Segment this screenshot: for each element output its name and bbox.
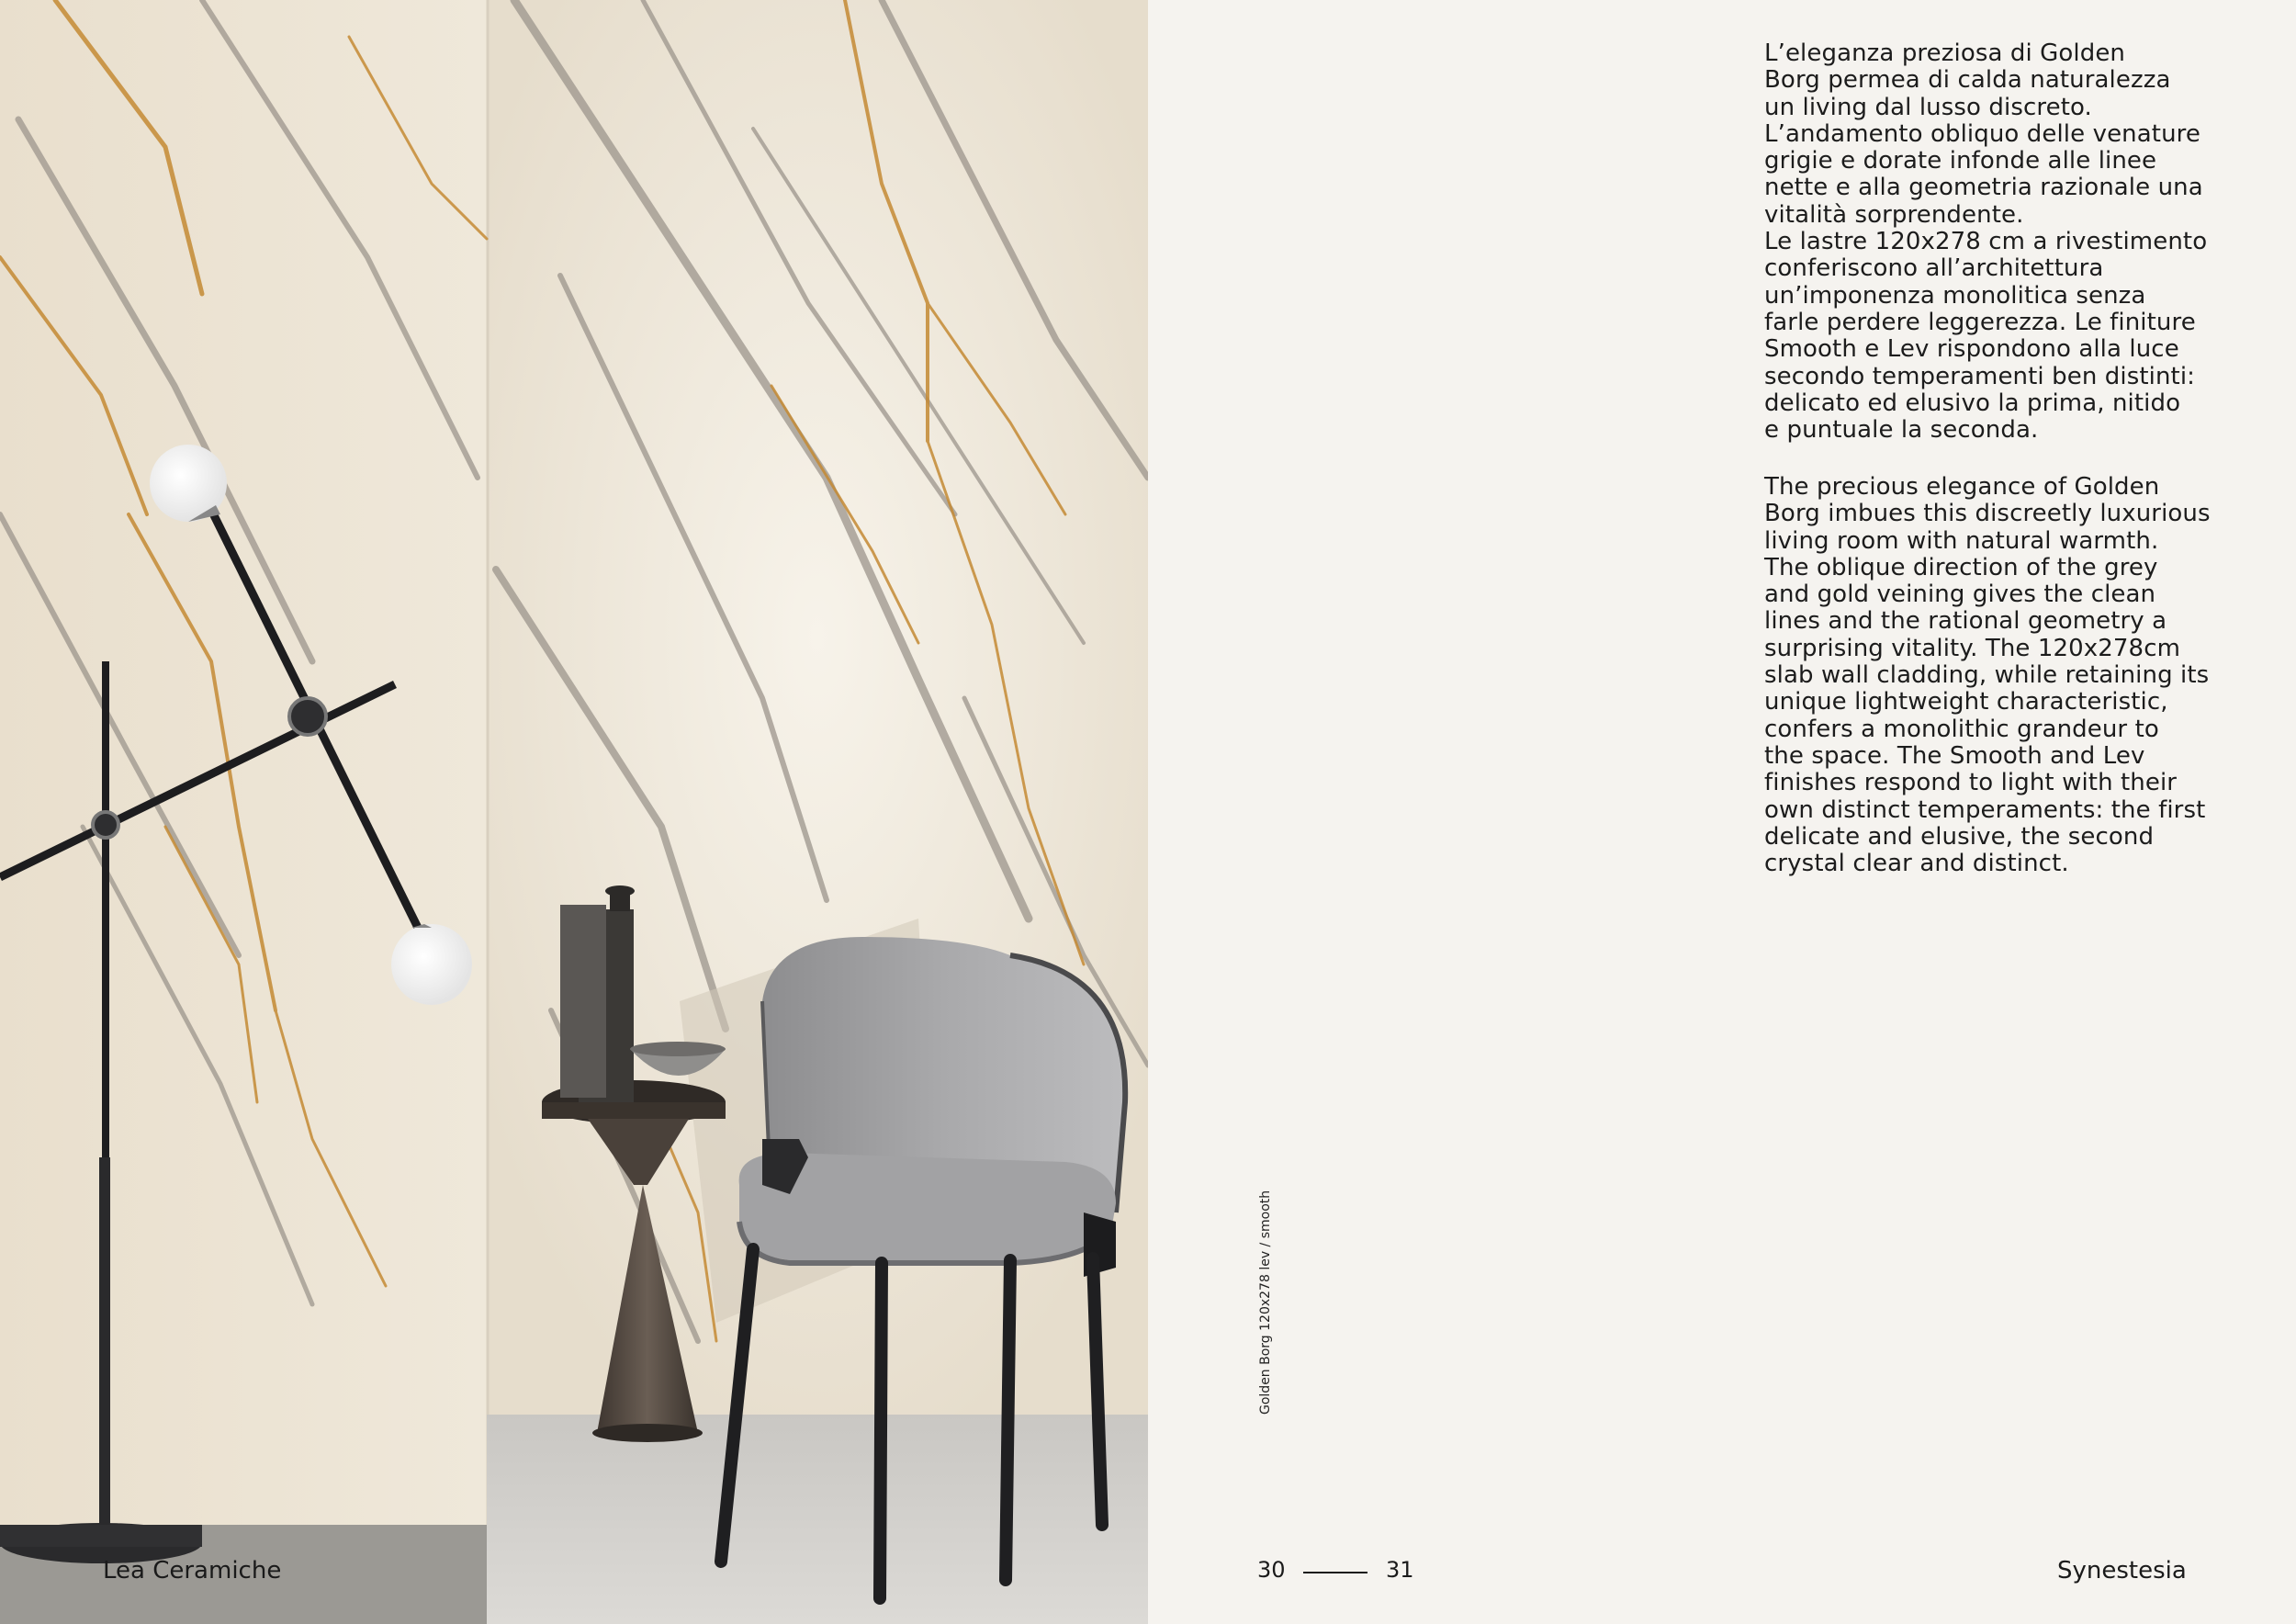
- footer-brand: Lea Ceramiche: [103, 1557, 282, 1585]
- paragraph-italian: L’eleganza preziosa di Golden Borg permea di calda naturalezza un living dal lusso discreto. L’andamento obliquo delle venature grigie e dorate infonde alle linee nette e alla geometria razionale una vitalità sorprendente. Le lastre 120x278 cm a rivestimento conferiscono all’architettura un’imponenza monolitica senza farle perdere leggerezza. Le finiture Smooth e Lev rispondono alla luce secondo temperamenti ben distinti: delicato ed elusivo la prima, nitido e puntuale la seconda.: [1764, 39, 2208, 445]
- paragraph-english: The precious elegance of Golden Borg imbues this discreetly luxurious living room with natural warmth. The oblique direction of the grey and gold veining gives the clean lines and the rational geometry a surprising vitality. The 120x278cm slab wall cladding, while retaining its unique lightweight characteristic, confers a monolithic grandeur to the space. The Smooth and Lev finishes respond to light with their own distinct temperaments: the first delicate and elusive, the second crystal clear and distinct.: [1764, 473, 2211, 878]
- page-number-divider: [1303, 1572, 1367, 1573]
- page-number-right: 31: [1386, 1557, 1414, 1583]
- footer-title: Synestesia: [2057, 1557, 2187, 1585]
- page-number-left: 30: [1257, 1557, 1286, 1583]
